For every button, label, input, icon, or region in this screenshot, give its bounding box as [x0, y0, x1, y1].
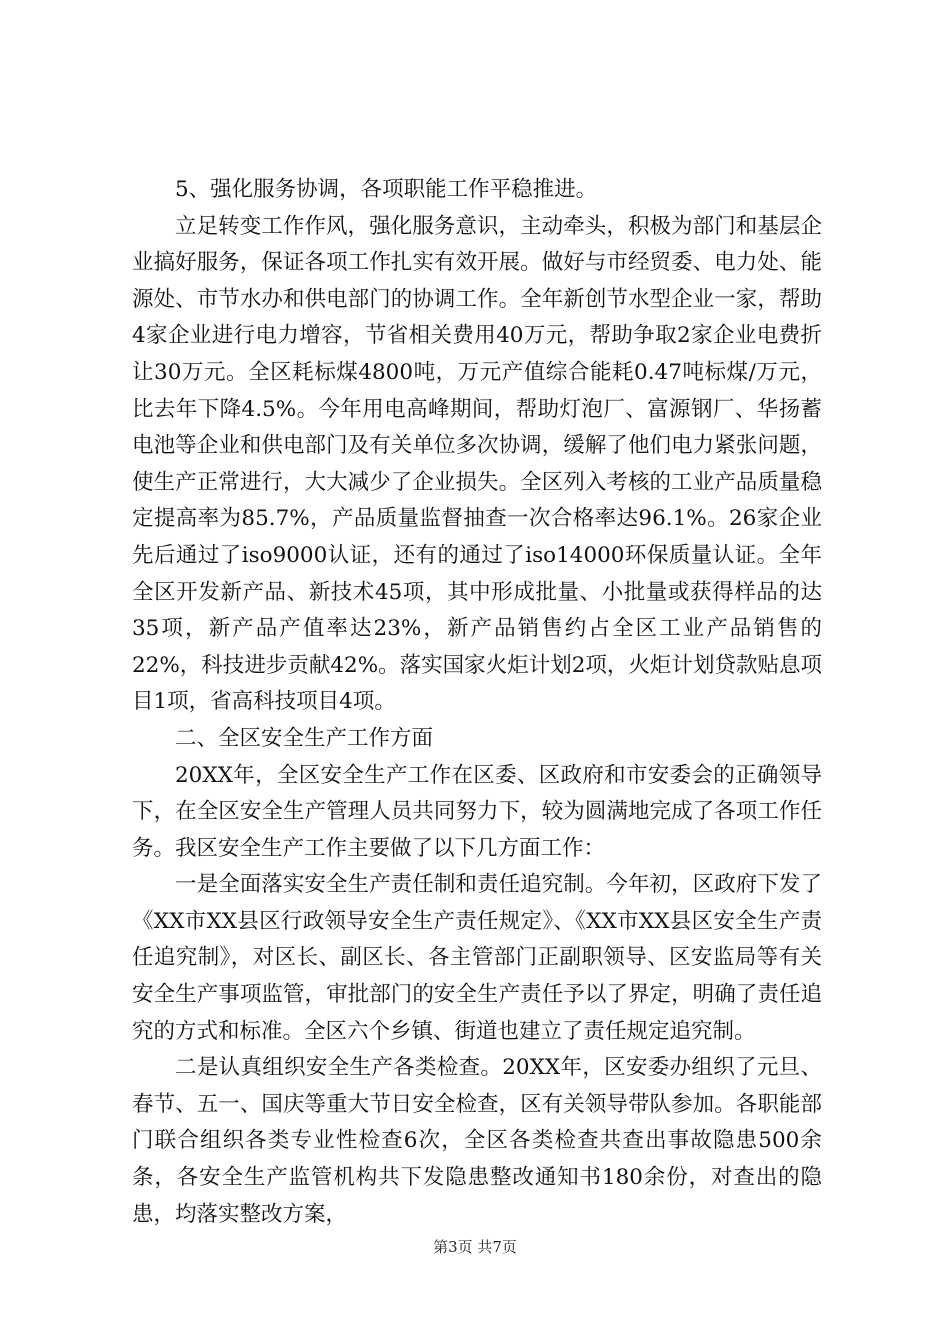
- document-body: [132, 172, 822, 1233]
- paragraph-service-coordination: 立足转变工作作风，强化服务意识，主动牵头，积极为部门和基层企业搞好服务，保证各项工作扎实有效开展。做好与市经贸委、电力处、能源处、市节水办和供电部门的协调工作。全年新创节水型企业一家，帮助4家企业进行电力增容，节省相关费用40万元，帮助争取2家企业电费折让30万元。全区耗标煤4800吨，万元产值综合能耗0.47吨标煤/万元，比去年下降4.5%。今年用电高峰期间，帮助灯泡厂、富源钢厂、华扬蓄电池等企业和供电部门及有关单位多次协调，缓解了他们电力紧张问题，使生产正常进行，大大减少了企业损失。全区列入考核的工业产品质量稳定提高率为85.7%，产品质量监督抽查一次合格率达96.1%。26家企业先后通过了iso9000认证，还有的通过了iso14000环保质量认证。全年全区开发新产品、新技术45项，其中形成批量、小批量或获得样品的达35项，新产品产值率达23%，新产品销售约占全区工业产品销售的22%，科技进步贡献42%。落实国家火炬计划2项，火炬计划贷款贴息项目1项，省高科技项目4项。: [132, 213, 822, 715]
- paragraph-safety-intro: 20XX年，全区安全生产工作在区委、区政府和市安委会的正确领导下，在全区安全生产管理人员共同努力下，较为圆满地完成了各项工作任务。我区安全生产工作主要做了以下几方面工作：: [132, 762, 822, 861]
- section-heading-safety: 二、全区安全生产工作方面: [175, 725, 434, 751]
- paragraph-responsibility-system: 一是全面落实安全生产责任制和责任追究制。今年初，区政府下发了《XX市XX县区行政领导安全生产责任规定》、《XX市XX县区安全生产责任追究制》，对区长、副区长、各主管部门正副职领导、区安监局等有关安全生产事项监管，审批部门的安全生产责任予以了界定，明确了责任追究的方式和标准。全区六个乡镇、街道也建立了责任规定追究制。: [132, 872, 822, 1044]
- paragraph-safety-inspection: 二是认真组织安全生产各类检查。20XX年，区安委办组织了元旦、春节、五一、国庆等重大节日安全检查，区有关领导带队参加。各职能部门联合组织各类专业性检查6次，全区各类检查共查出事故隐患500余条，各安全生产监管机构共下发隐患整改通知书180余份，对查出的隐患，均落实整改方案，: [132, 1055, 822, 1227]
- page-number-footer: 第3页 共7页: [433, 1238, 517, 1256]
- section-heading-5: 5、强化服务协调，各项职能工作平稳推进。: [175, 177, 598, 202]
